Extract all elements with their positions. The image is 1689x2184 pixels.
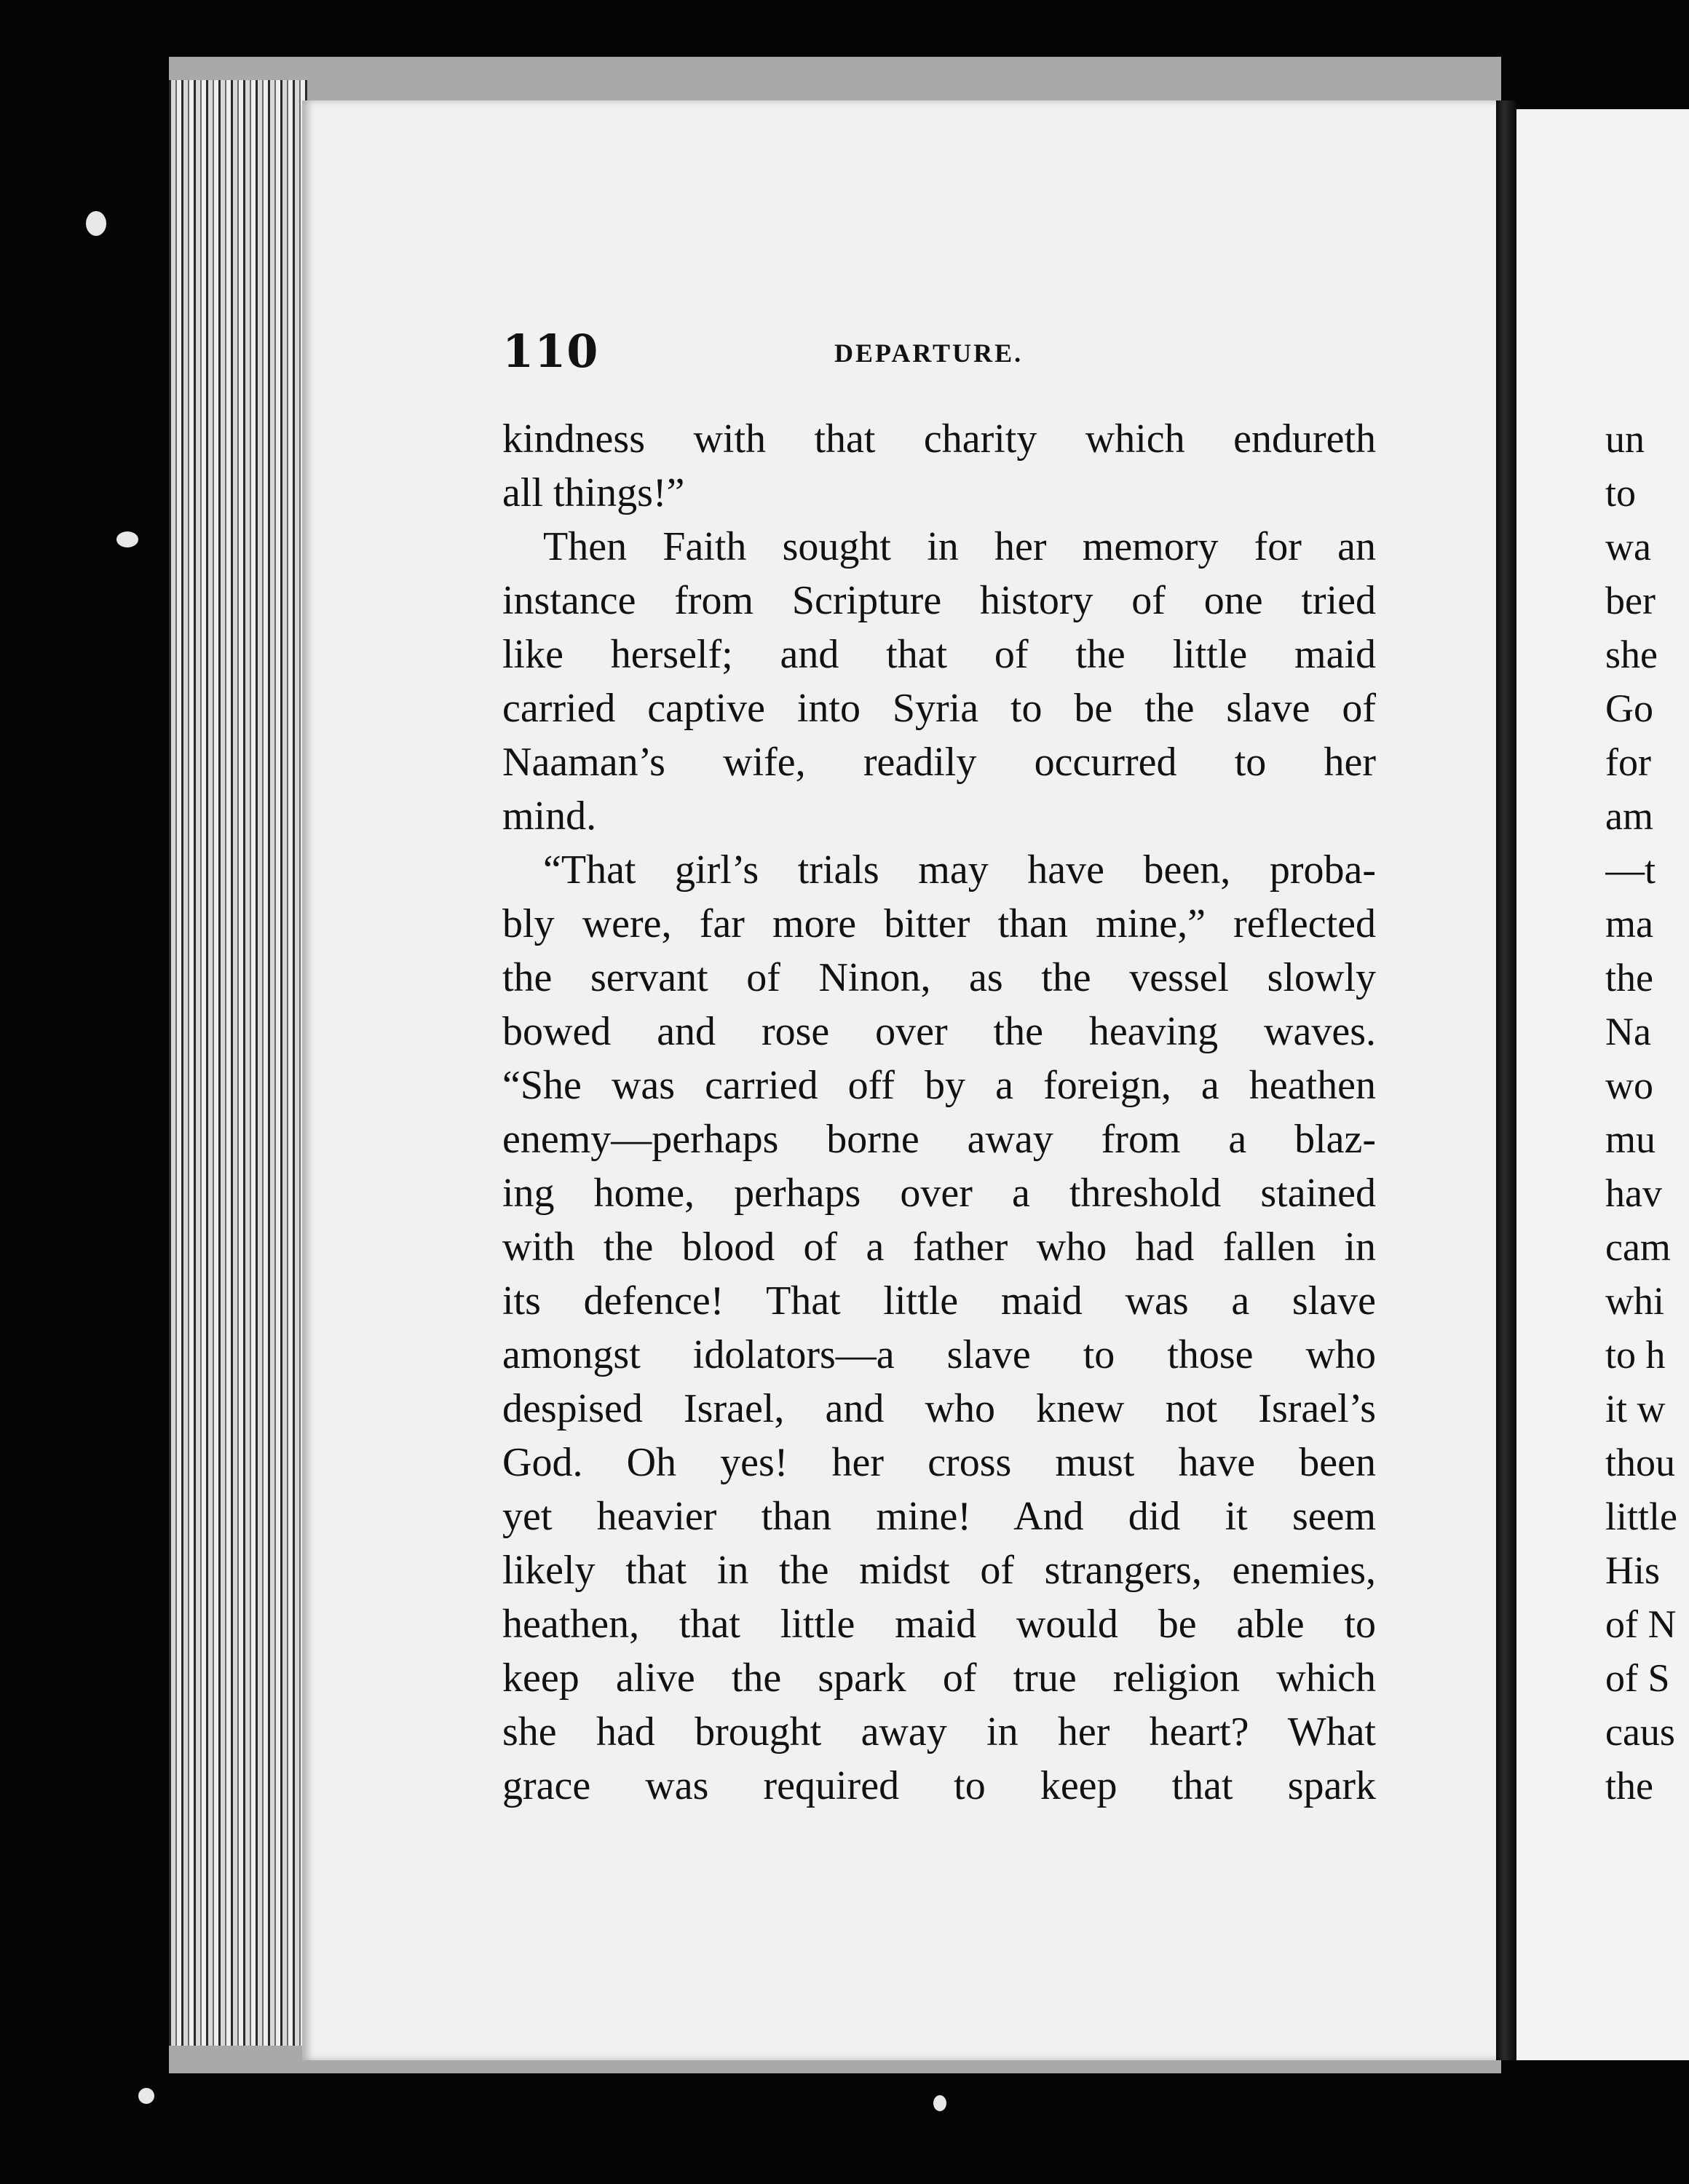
text-line: the servant of Ninon, as the vessel slowly: [502, 955, 1376, 1000]
dust-speck: [86, 211, 106, 236]
text-line: all things!”: [502, 470, 685, 515]
text-fragment: thou: [1605, 1441, 1676, 1484]
text-line: like herself; and that of the little maid: [502, 632, 1376, 677]
dust-speck: [116, 531, 138, 547]
text-line: Then Faith sought in her memory for an: [502, 524, 1376, 569]
text-fragment: hav: [1605, 1171, 1662, 1215]
text-line: she had brought away in her heart? What: [502, 1709, 1376, 1754]
text-fragment: of N: [1605, 1602, 1677, 1646]
text-line: its defence! That little maid was a slave: [502, 1278, 1376, 1324]
text-line: “That girl’s trials may have been, proba-: [502, 847, 1376, 893]
text-line: likely that in the midst of strangers, enemies,: [502, 1548, 1376, 1593]
text-fragment: whi: [1605, 1279, 1664, 1323]
text-line: instance from Scripture history of one tried: [502, 578, 1376, 623]
text-line: enemy—perhaps borne away from a blaz-: [502, 1117, 1376, 1162]
text-fragment: of S: [1605, 1656, 1670, 1700]
body-text: [502, 412, 1376, 1813]
text-fragment: little: [1605, 1495, 1677, 1538]
book-gutter: [1496, 100, 1516, 2060]
text-line: carried captive into Syria to be the slave of: [502, 686, 1376, 731]
text-line: yet heavier than mine! And did it seem: [502, 1494, 1376, 1539]
text-fragment: mu: [1605, 1117, 1656, 1161]
text-fragment: she: [1605, 633, 1658, 676]
text-fragment: it w: [1605, 1387, 1666, 1431]
text-line: mind.: [502, 794, 597, 839]
text-fragment: un: [1605, 417, 1645, 461]
text-line: “She was carried off by a foreign, a heathen: [502, 1063, 1376, 1108]
text-fragment: —t: [1605, 848, 1656, 892]
text-line: heathen, that little maid would be able to: [502, 1602, 1376, 1647]
text-line: ing home, perhaps over a threshold stained: [502, 1171, 1376, 1216]
text-line: grace was required to keep that spark: [502, 1763, 1376, 1808]
dust-speck: [933, 2095, 946, 2111]
running-head: [502, 325, 1376, 390]
text-line: God. Oh yes! her cross must have been: [502, 1440, 1376, 1485]
running-title: DEPARTURE.: [834, 339, 1024, 368]
page-number: 110: [502, 325, 599, 378]
text-fragment: His: [1605, 1548, 1661, 1592]
dust-speck: [138, 2088, 154, 2104]
text-line: with the blood of a father who had fallen in: [502, 1224, 1376, 1270]
text-fragment: wo: [1605, 1064, 1653, 1107]
text-line: kindness with that charity which endureth: [502, 416, 1376, 462]
text-fragment: for: [1605, 740, 1651, 784]
text-line: despised Israel, and who knew not Israel’s: [502, 1386, 1376, 1431]
text-fragment: the: [1605, 1764, 1653, 1808]
text-fragment: to: [1605, 471, 1637, 515]
right-page-text: [1605, 412, 1689, 1813]
text-fragment: cam: [1605, 1225, 1671, 1269]
text-fragment: wa: [1605, 525, 1651, 569]
text-fragment: ber: [1605, 579, 1656, 622]
text-line: bly were, far more bitter than mine,” reflected: [502, 901, 1376, 946]
text-line: bowed and rose over the heaving waves.: [502, 1009, 1376, 1054]
text-fragment: Go: [1605, 687, 1653, 730]
text-fragment: ma: [1605, 902, 1653, 946]
text-fragment: Na: [1605, 1010, 1651, 1053]
text-fragment: the: [1605, 956, 1653, 1000]
text-fragment: caus: [1605, 1710, 1675, 1754]
text-fragment: to h: [1605, 1333, 1666, 1377]
text-line: amongst idolators—a slave to those who: [502, 1332, 1376, 1377]
text-line: keep alive the spark of true religion which: [502, 1655, 1376, 1701]
text-fragment: am: [1605, 794, 1653, 838]
page-edges: [169, 80, 307, 2046]
text-line: Naaman’s wife, readily occurred to her: [502, 740, 1376, 785]
